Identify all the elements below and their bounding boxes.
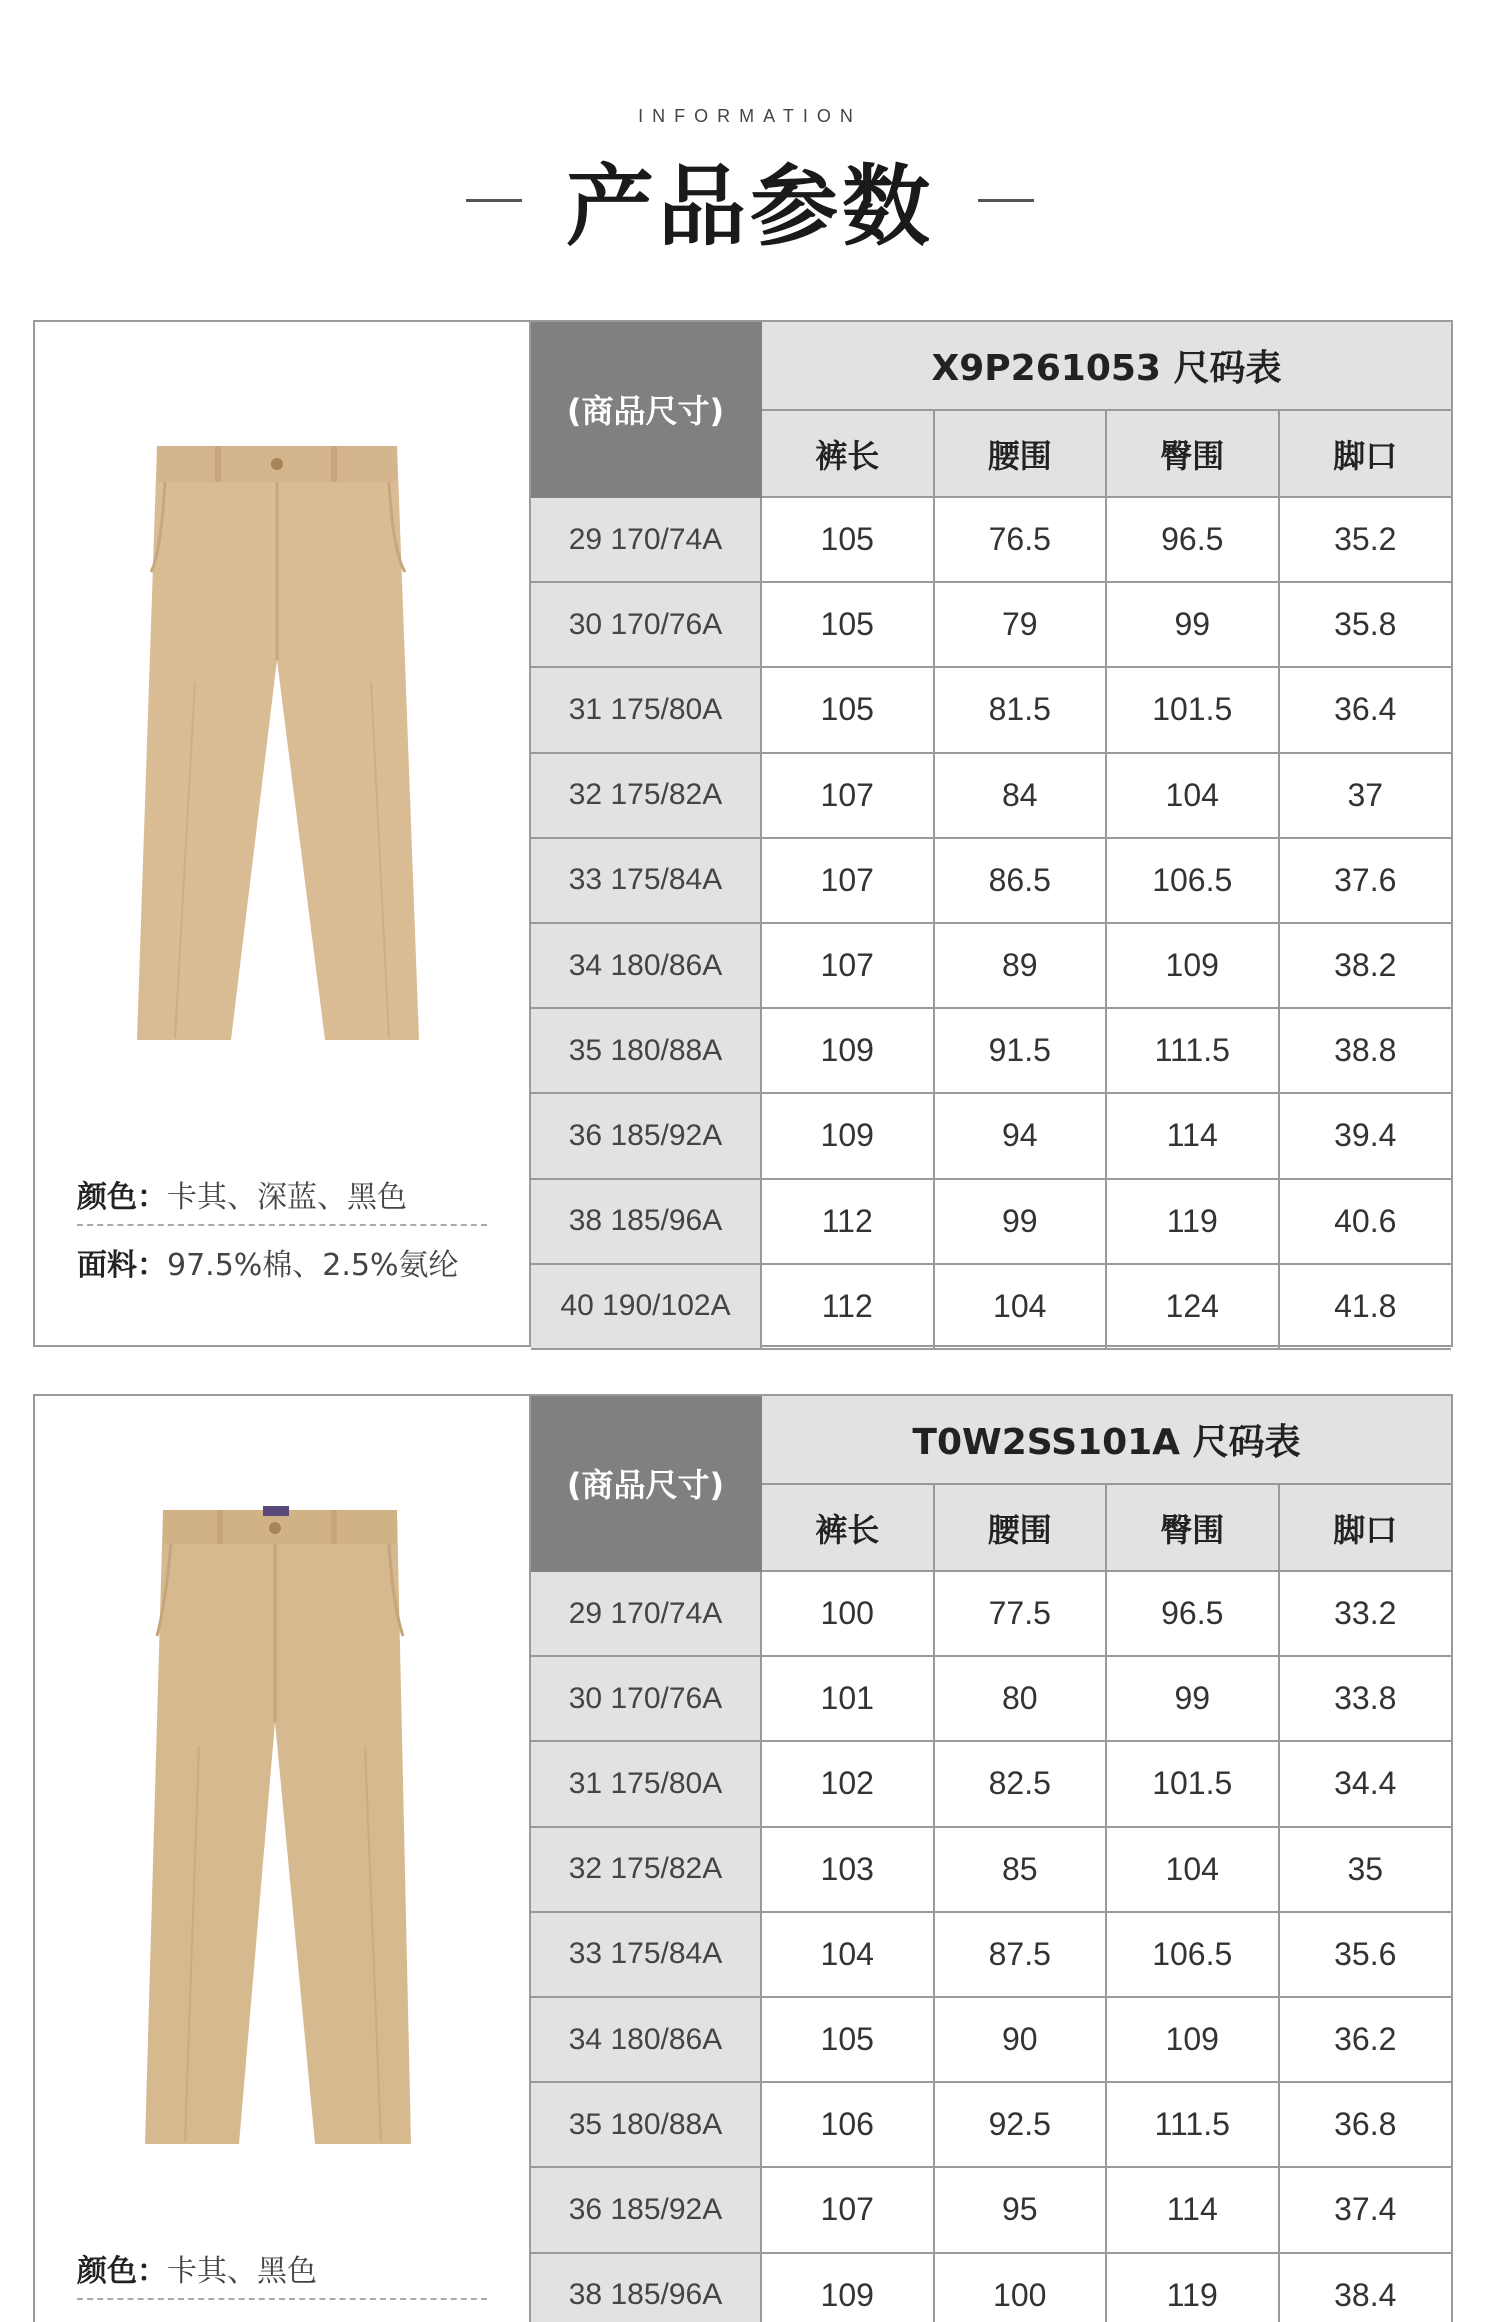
value-cell: 101 — [761, 1656, 934, 1741]
table-row — [531, 1912, 1451, 1997]
value-cell: 109 — [1106, 1997, 1279, 2082]
size-cell: 31 175/80A — [531, 667, 761, 752]
value-cell: 107 — [761, 923, 934, 1008]
value-cell: 105 — [761, 1997, 934, 2082]
size-cell: 36 185/92A — [531, 2167, 761, 2252]
value-cell: 84 — [934, 753, 1107, 838]
size-cell: 35 180/88A — [531, 2082, 761, 2167]
value-cell: 36.2 — [1279, 1997, 1452, 2082]
value-cell: 82.5 — [934, 1741, 1107, 1826]
value-cell: 119 — [1106, 1179, 1279, 1264]
value-cell: 114 — [1106, 2167, 1279, 2252]
value-cell: 33.2 — [1279, 1571, 1452, 1656]
col-header: 脚口 — [1279, 1484, 1452, 1571]
value-cell: 91.5 — [934, 1008, 1107, 1093]
value-cell: 107 — [761, 838, 934, 923]
value-cell: 103 — [761, 1827, 934, 1912]
size-cell: 38 185/96A — [531, 1179, 761, 1264]
table-row — [531, 923, 1451, 1008]
value-cell: 37 — [1279, 753, 1452, 838]
value-cell: 119 — [1106, 2253, 1279, 2322]
value-cell: 87.5 — [934, 1912, 1107, 1997]
table-row — [531, 667, 1451, 752]
value-cell: 34.4 — [1279, 1741, 1452, 1826]
col-header: 腰围 — [934, 410, 1107, 497]
size-header: (商品尺寸) — [531, 1396, 761, 1571]
table-row — [531, 1827, 1451, 1912]
value-cell: 38.8 — [1279, 1008, 1452, 1093]
table-row — [531, 2167, 1451, 2252]
col-header: 腰围 — [934, 1484, 1107, 1571]
col-header: 臀围 — [1106, 410, 1279, 497]
value-cell: 85 — [934, 1827, 1107, 1912]
value-cell: 105 — [761, 497, 934, 582]
value-cell: 109 — [761, 1093, 934, 1178]
value-cell: 41.8 — [1279, 1264, 1452, 1349]
value-cell: 104 — [761, 1912, 934, 1997]
color-attr — [77, 1172, 407, 1216]
khaki-pants-image — [135, 1506, 435, 2146]
value-cell: 99 — [1106, 1656, 1279, 1741]
value-cell: 77.5 — [934, 1571, 1107, 1656]
value-cell: 101.5 — [1106, 667, 1279, 752]
size-cell: 31 175/80A — [531, 1741, 761, 1826]
size-chart-table-1 — [529, 322, 1451, 1345]
fabric-attr — [77, 1240, 459, 1284]
value-cell: 112 — [761, 1179, 934, 1264]
value-cell: 106.5 — [1106, 1912, 1279, 1997]
size-cell: 29 170/74A — [531, 497, 761, 582]
value-cell: 35.6 — [1279, 1912, 1452, 1997]
value-cell: 100 — [934, 2253, 1107, 2322]
model-title: T0W2SS101A 尺码表 — [761, 1396, 1451, 1484]
size-chart-table-2 — [529, 1396, 1451, 2322]
attr-divider — [77, 1224, 487, 1226]
size-cell: 33 175/84A — [531, 838, 761, 923]
table-row — [531, 582, 1451, 667]
value-cell: 36.4 — [1279, 667, 1452, 752]
value-cell: 89 — [934, 923, 1107, 1008]
table-row — [531, 1264, 1451, 1349]
value-cell: 107 — [761, 753, 934, 838]
size-cell: 29 170/74A — [531, 1571, 761, 1656]
value-cell: 104 — [934, 1264, 1107, 1349]
color-value: 卡其、深蓝、黑色 — [167, 1180, 407, 1215]
size-cell: 38 185/96A — [531, 2253, 761, 2322]
size-cell: 30 170/76A — [531, 582, 761, 667]
size-cell: 32 175/82A — [531, 1827, 761, 1912]
value-cell: 95 — [934, 2167, 1107, 2252]
size-cell: 32 175/82A — [531, 753, 761, 838]
size-cell: 30 170/76A — [531, 1656, 761, 1741]
table-row — [531, 497, 1451, 582]
size-cell: 40 190/102A — [531, 1264, 761, 1349]
color-attr — [77, 2246, 317, 2290]
value-cell: 109 — [761, 2253, 934, 2322]
table-row — [531, 1741, 1451, 1826]
value-cell: 100 — [761, 1571, 934, 1656]
title-dash-left — [466, 199, 522, 202]
table-row — [531, 753, 1451, 838]
value-cell: 105 — [761, 667, 934, 752]
value-cell: 104 — [1106, 1827, 1279, 1912]
value-cell: 111.5 — [1106, 2082, 1279, 2167]
size-cell: 34 180/86A — [531, 1997, 761, 2082]
color-value: 卡其、黑色 — [167, 2254, 317, 2289]
value-cell: 38.2 — [1279, 923, 1452, 1008]
value-cell: 106 — [761, 2082, 934, 2167]
table-row — [531, 2082, 1451, 2167]
model-title: X9P261053 尺码表 — [761, 322, 1451, 410]
table-row — [531, 1008, 1451, 1093]
value-cell: 107 — [761, 2167, 934, 2252]
size-cell: 34 180/86A — [531, 923, 761, 1008]
info-tag: INFORMATION — [638, 106, 862, 126]
value-cell: 109 — [1106, 923, 1279, 1008]
value-cell: 40.6 — [1279, 1179, 1452, 1264]
value-cell: 86.5 — [934, 838, 1107, 923]
value-cell: 35.2 — [1279, 497, 1452, 582]
value-cell: 92.5 — [934, 2082, 1107, 2167]
size-header: (商品尺寸) — [531, 322, 761, 497]
value-cell: 102 — [761, 1741, 934, 1826]
value-cell: 35.8 — [1279, 582, 1452, 667]
size-cell: 36 185/92A — [531, 1093, 761, 1178]
value-cell: 90 — [934, 1997, 1107, 2082]
value-cell: 104 — [1106, 753, 1279, 838]
table-row — [531, 1656, 1451, 1741]
product-info-panel — [35, 1396, 529, 2322]
attr-divider — [77, 2298, 487, 2300]
value-cell: 79 — [934, 582, 1107, 667]
col-header: 裤长 — [761, 410, 934, 497]
product-block-1 — [33, 320, 1453, 1347]
page-title: 产品参数 — [565, 155, 934, 258]
product-block-2 — [33, 1394, 1453, 2322]
value-cell: 80 — [934, 1656, 1107, 1741]
title-row — [0, 140, 1500, 260]
value-cell: 35 — [1279, 1827, 1452, 1912]
fabric-value: 97.5%棉、2.5%氨纶 — [167, 1248, 459, 1283]
value-cell: 99 — [1106, 582, 1279, 667]
col-header: 臀围 — [1106, 1484, 1279, 1571]
khaki-pants-image — [135, 442, 435, 1042]
value-cell: 36.8 — [1279, 2082, 1452, 2167]
col-header: 裤长 — [761, 1484, 934, 1571]
value-cell: 106.5 — [1106, 838, 1279, 923]
fabric-label: 面料： — [77, 1248, 167, 1283]
value-cell: 37.6 — [1279, 838, 1452, 923]
value-cell: 124 — [1106, 1264, 1279, 1349]
value-cell: 96.5 — [1106, 1571, 1279, 1656]
value-cell: 101.5 — [1106, 1741, 1279, 1826]
value-cell: 99 — [934, 1179, 1107, 1264]
size-cell: 33 175/84A — [531, 1912, 761, 1997]
table-row — [531, 2253, 1451, 2322]
value-cell: 76.5 — [934, 497, 1107, 582]
value-cell: 114 — [1106, 1093, 1279, 1178]
value-cell: 39.4 — [1279, 1093, 1452, 1178]
value-cell: 109 — [761, 1008, 934, 1093]
table-row — [531, 838, 1451, 923]
table-row — [531, 1179, 1451, 1264]
value-cell: 112 — [761, 1264, 934, 1349]
value-cell: 105 — [761, 582, 934, 667]
product-info-panel — [35, 322, 529, 1345]
value-cell: 96.5 — [1106, 497, 1279, 582]
color-label: 颜色： — [77, 1180, 167, 1215]
value-cell: 33.8 — [1279, 1656, 1452, 1741]
title-dash-right — [978, 199, 1034, 202]
table-row — [531, 1997, 1451, 2082]
size-cell: 35 180/88A — [531, 1008, 761, 1093]
value-cell: 81.5 — [934, 667, 1107, 752]
table-row — [531, 1571, 1451, 1656]
value-cell: 94 — [934, 1093, 1107, 1178]
color-label: 颜色： — [77, 2254, 167, 2289]
table-row — [531, 1093, 1451, 1178]
col-header: 脚口 — [1279, 410, 1452, 497]
value-cell: 38.4 — [1279, 2253, 1452, 2322]
value-cell: 111.5 — [1106, 1008, 1279, 1093]
value-cell: 37.4 — [1279, 2167, 1452, 2252]
